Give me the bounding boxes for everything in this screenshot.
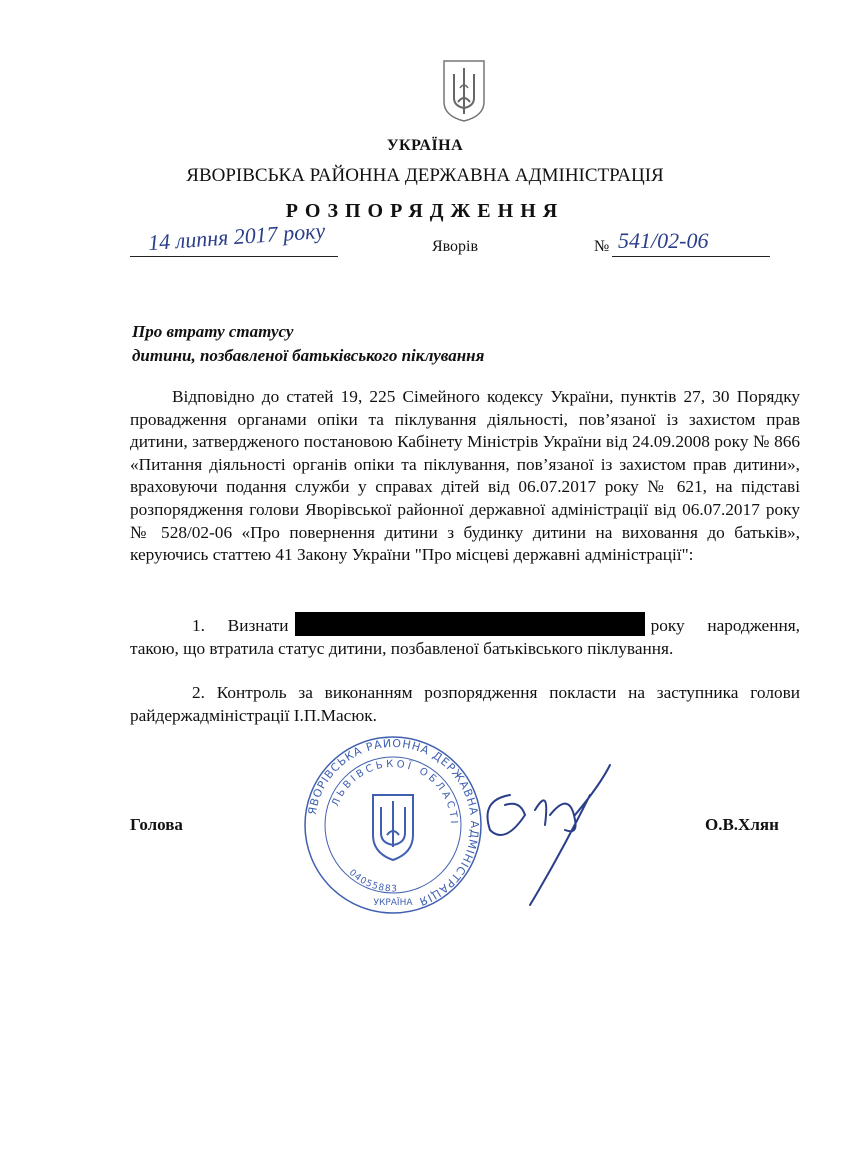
svg-text:04055883 (347, 868, 398, 895)
document-subject (132, 320, 484, 368)
signatory-name: О.В.Хлян (705, 815, 779, 834)
number-underline (612, 256, 770, 257)
redacted-block (295, 612, 645, 636)
seal-bottom-text: УКРАЇНА (373, 898, 413, 908)
clause-1-start: 1. Визнати (192, 616, 289, 635)
document-type: РОЗПОРЯДЖЕННЯ (285, 200, 565, 222)
preamble-paragraph (130, 386, 800, 567)
administration-name: ЯВОРІВСЬКА РАЙОННА ДЕРЖАВНА АДМІНІСТРАЦІЯ (186, 165, 664, 186)
seal-inner-text: ЛЬВІВСЬКОЇ ОБЛАСТІ (330, 758, 460, 827)
preamble-text: Відповідно до статей 19, 225 Сімейного кодексу України, пунктів 27, 30 Порядку провадження органами опіки та піклування діяльності, пов’язаної із захистом прав дитини, затвердженого постановою Кабінету Міністрів України від 24.09.2008 року № 866 «Питання діяльності органів опіки та піклування, пов’язаної із захистом прав дитини», враховуючи подання служби у справах дітей від 06.07.2017 року № 621, на підставі розпорядження голови Яворівської районної державної адміністрації від 06.07.2017 року № 528/02-06 «Про повернення дитини з будинку дитини на виховання до батьків», керуючись статтею 41 Закону України "Про місцеві державні адміністрації": (130, 387, 800, 565)
city-name: Яворів (431, 238, 479, 255)
clause-2-paragraph (130, 682, 800, 727)
seal-outer-text: ЯВОРІВСЬКА РАЙОННА ДЕРЖАВНА АДМІНІСТРАЦІЯ (305, 736, 482, 909)
number-sign: № (594, 238, 610, 255)
coat-of-arms-icon (441, 58, 487, 124)
clause-1-end: року народження, такою, що втратила статус дитини, позбавленої батьківського піклування. (130, 616, 800, 658)
handwritten-number: 541/02-06 (618, 228, 709, 253)
seal-code-text: 04055883 (346, 867, 399, 895)
subject-line-2: дитини, позбавленої батьківського піклування (132, 346, 485, 365)
svg-text:ЛЬВІВСЬКОЇ ОБЛАСТІ (330, 759, 459, 827)
handwritten-signature (450, 755, 630, 915)
country-name: УКРАЇНА (386, 137, 464, 154)
seal-emblem-icon (373, 795, 413, 860)
handwritten-date: 14 липня 2017 року (147, 217, 326, 256)
clause-1-paragraph (130, 612, 800, 660)
subject-line-1: Про втрату статусу (132, 322, 294, 341)
date-underline (130, 256, 338, 257)
signatory-title: Голова (130, 815, 183, 834)
clause-2-text: 2. Контроль за виконанням розпорядження покласти на заступника голови райдержадміністрації І.П.Масюк. (130, 683, 800, 725)
